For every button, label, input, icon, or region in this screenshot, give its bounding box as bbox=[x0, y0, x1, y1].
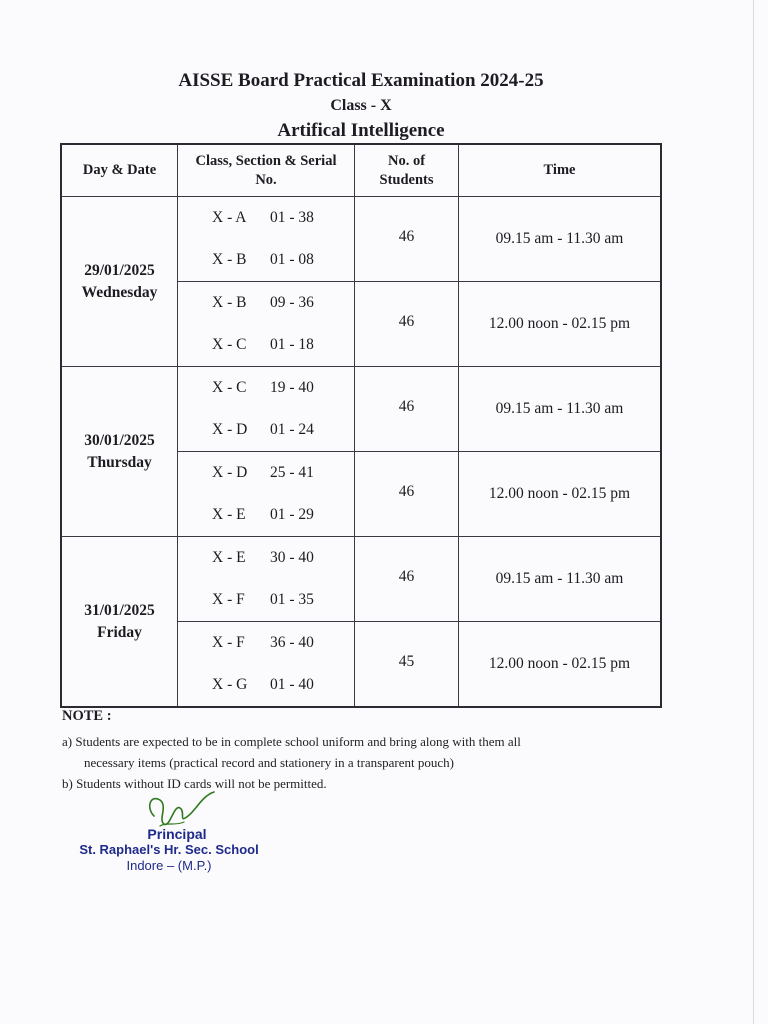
time-cell: 12.00 noon - 02.15 pm bbox=[459, 452, 662, 537]
batch-serial: 01 - 38 bbox=[270, 209, 314, 226]
subject-title: Artifical Intelligence bbox=[277, 120, 445, 141]
batch-line bbox=[178, 282, 354, 324]
stamp-location: Indore – (M.P.) bbox=[126, 858, 212, 873]
stamp-school-name: St. Raphael's Hr. Sec. School bbox=[79, 842, 259, 857]
batch-serial: 30 - 40 bbox=[270, 549, 314, 566]
time-cell: 12.00 noon - 02.15 pm bbox=[459, 622, 662, 708]
batch-class: X - D bbox=[212, 421, 248, 438]
batch-class: X - F bbox=[212, 591, 245, 608]
batch-class: X - G bbox=[212, 676, 248, 693]
batch-line bbox=[178, 494, 354, 536]
batch-line bbox=[178, 197, 354, 239]
batch-serial: 01 - 35 bbox=[270, 591, 314, 608]
document-title: AISSE Board Practical Examination 2024-25 bbox=[178, 70, 544, 91]
exam-weekday: Friday bbox=[97, 623, 142, 641]
column-header-students bbox=[355, 144, 459, 197]
batch-class: X - A bbox=[212, 209, 247, 226]
table-row bbox=[61, 537, 661, 622]
batch-serial: 01 - 40 bbox=[270, 676, 314, 693]
column-header-day-date: Day & Date bbox=[61, 144, 178, 197]
batch-class: X - F bbox=[212, 634, 245, 651]
day-date-cell bbox=[61, 367, 178, 537]
class-section-cell bbox=[178, 537, 355, 622]
students-count: 46 bbox=[398, 568, 415, 585]
batch-class: X - E bbox=[212, 549, 246, 566]
time-cell: 09.15 am - 11.30 am bbox=[459, 537, 662, 622]
column-header-students-label: No. of Students bbox=[379, 152, 434, 188]
students-count: 45 bbox=[398, 653, 415, 670]
day-date-cell bbox=[61, 197, 178, 367]
column-header-class-section bbox=[178, 144, 355, 197]
batch-serial: 09 - 36 bbox=[270, 294, 314, 311]
school-stamp bbox=[54, 826, 284, 874]
batch-line bbox=[178, 664, 354, 706]
students-count-cell bbox=[355, 452, 459, 537]
batch-class: X - B bbox=[212, 294, 247, 311]
students-count-cell bbox=[355, 537, 459, 622]
day-date-cell bbox=[61, 537, 178, 708]
batch-line bbox=[178, 579, 354, 621]
note-a-line-2: necessary items (practical record and stationery in a transparent pouch) bbox=[84, 755, 454, 770]
students-count-cell bbox=[355, 622, 459, 708]
batch-class: X - B bbox=[212, 251, 247, 268]
students-count-cell bbox=[355, 282, 459, 367]
exam-date: 29/01/2025 bbox=[84, 261, 155, 279]
note-heading: NOTE : bbox=[62, 708, 112, 724]
page-edge bbox=[753, 0, 754, 1024]
time-cell: 09.15 am - 11.30 am bbox=[459, 367, 662, 452]
batch-serial: 36 - 40 bbox=[270, 634, 314, 651]
batch-serial: 01 - 24 bbox=[270, 421, 314, 438]
class-label: Class - X bbox=[330, 97, 392, 114]
note-b: b) Students without ID cards will not be permitted. bbox=[62, 776, 327, 791]
batch-class: X - C bbox=[212, 336, 247, 353]
column-header-class-section-label: Class, Section & Serial No. bbox=[195, 152, 337, 188]
exam-weekday: Wednesday bbox=[81, 283, 158, 301]
batch-line bbox=[178, 452, 354, 494]
students-count: 46 bbox=[398, 313, 415, 330]
note-a-line-1: a) Students are expected to be in complete school uniform and bring along with them all bbox=[62, 734, 521, 749]
batch-serial: 01 - 08 bbox=[270, 251, 314, 268]
table-row bbox=[61, 367, 661, 452]
batch-class: X - C bbox=[212, 379, 247, 396]
table-header-row bbox=[61, 144, 661, 197]
exam-date: 31/01/2025 bbox=[84, 601, 155, 619]
table-row bbox=[61, 197, 661, 282]
students-count: 46 bbox=[398, 483, 415, 500]
time-cell: 09.15 am - 11.30 am bbox=[459, 197, 662, 282]
batch-serial: 01 - 29 bbox=[270, 506, 314, 523]
batch-class: X - E bbox=[212, 506, 246, 523]
students-count-cell bbox=[355, 367, 459, 452]
batch-line bbox=[178, 324, 354, 366]
exam-weekday: Thursday bbox=[87, 453, 152, 471]
class-section-cell bbox=[178, 622, 355, 708]
exam-schedule-table bbox=[60, 143, 662, 708]
students-count: 46 bbox=[398, 398, 415, 415]
batch-line bbox=[178, 537, 354, 579]
batch-line bbox=[178, 622, 354, 664]
class-section-cell bbox=[178, 197, 355, 282]
students-count: 46 bbox=[398, 228, 415, 245]
class-section-cell bbox=[178, 282, 355, 367]
stamp-title: Principal bbox=[147, 826, 207, 842]
students-count-cell bbox=[355, 197, 459, 282]
class-section-cell bbox=[178, 452, 355, 537]
batch-serial: 01 - 18 bbox=[270, 336, 314, 353]
batch-class: X - D bbox=[212, 464, 248, 481]
batch-line bbox=[178, 367, 354, 409]
time-cell: 12.00 noon - 02.15 pm bbox=[459, 282, 662, 367]
exam-date: 30/01/2025 bbox=[84, 431, 155, 449]
batch-serial: 25 - 41 bbox=[270, 464, 314, 481]
batch-serial: 19 - 40 bbox=[270, 379, 314, 396]
batch-line bbox=[178, 239, 354, 281]
column-header-time: Time bbox=[459, 144, 662, 197]
class-section-cell bbox=[178, 367, 355, 452]
batch-line bbox=[178, 409, 354, 451]
